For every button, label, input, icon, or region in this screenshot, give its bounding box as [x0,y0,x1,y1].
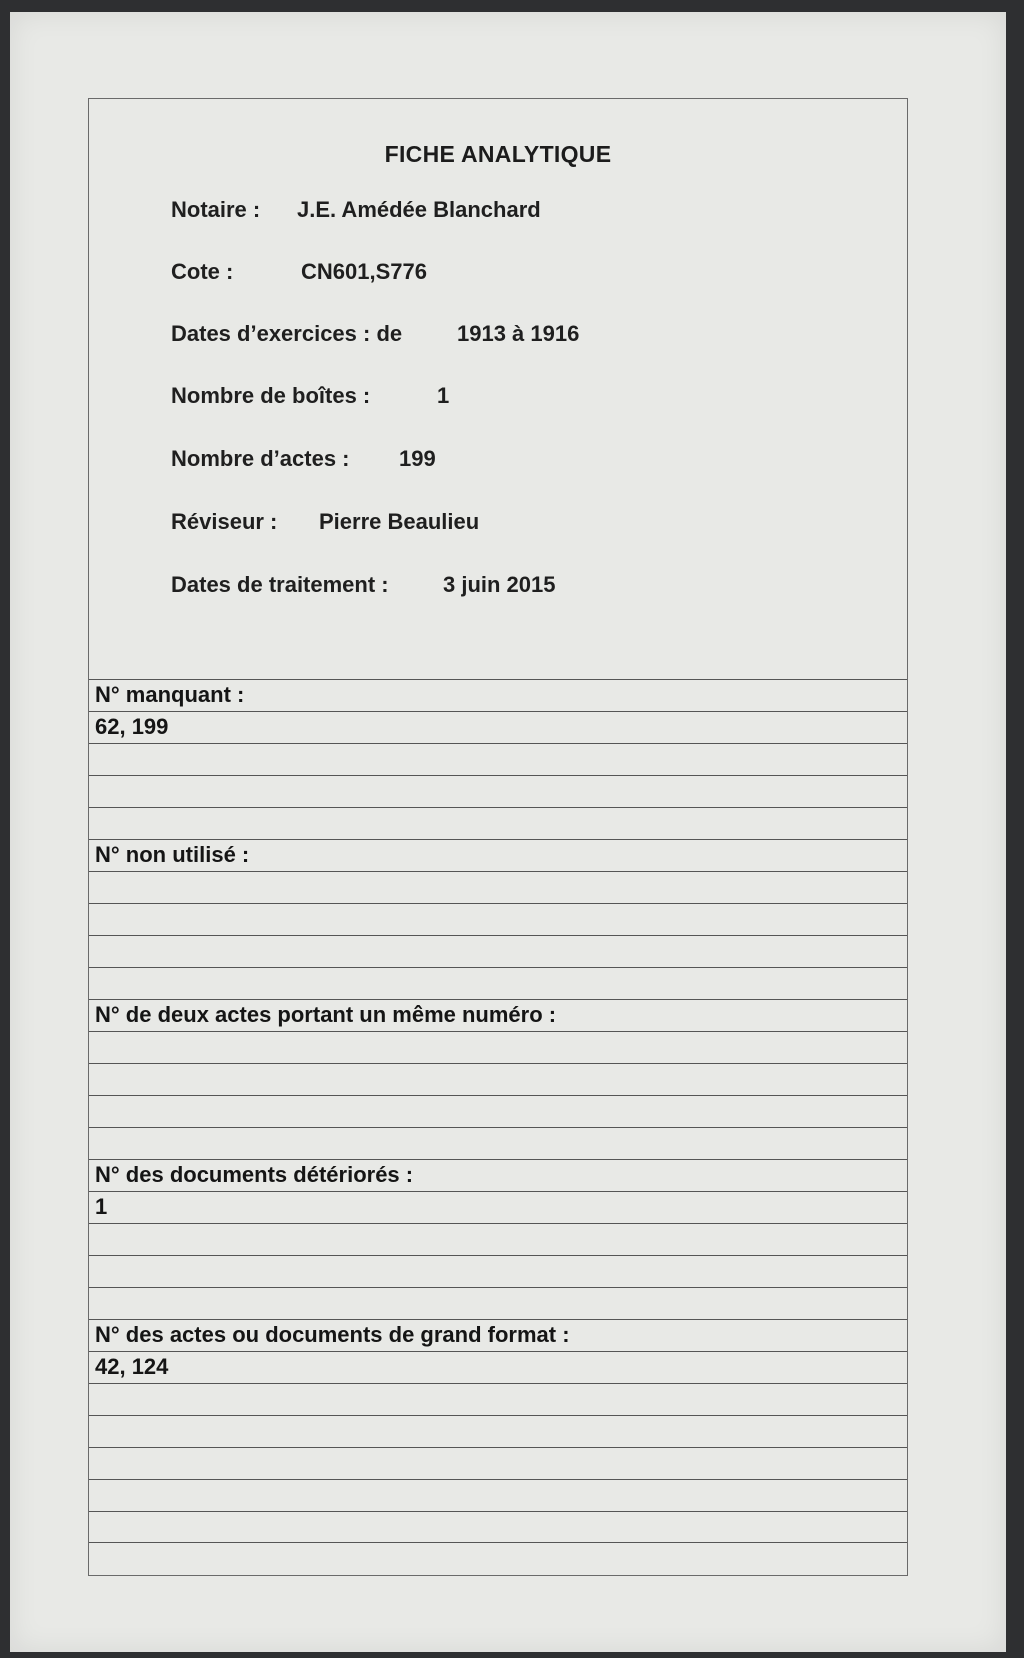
section-line [89,1511,907,1543]
field-nombre-actes [171,446,436,472]
field-notaire-value: J.E. Amédée Blanchard [297,197,541,222]
section-line [89,1223,907,1255]
section-line [89,743,907,775]
section-header-deux-actes: N° de deux actes portant un même numéro : [89,999,907,1031]
section-header-non-utilise: N° non utilisé : [89,839,907,871]
field-cote-label: Cote : [171,259,234,284]
section-line: 1 [89,1191,907,1223]
ruled-sections [89,679,907,1543]
form-title: FICHE ANALYTIQUE [384,141,612,167]
field-nombre-boites-label: Nombre de boîtes : [171,383,371,408]
field-dates-traitement-label: Dates de traitement : [171,572,389,597]
field-reviseur-value: Pierre Beaulieu [319,509,480,534]
field-reviseur [171,509,480,535]
section-line [89,1383,907,1415]
section-header-deteriores: N° des documents détériorés : [89,1159,907,1191]
section-line [89,1031,907,1063]
document-page [10,12,1006,1652]
field-nombre-boites-value: 1 [437,383,450,408]
section-line [89,1287,907,1319]
section-line [89,1415,907,1447]
section-line [89,871,907,903]
section-line [89,1255,907,1287]
section-line [89,1063,907,1095]
field-notaire [171,197,541,223]
section-line [89,1479,907,1511]
field-dates-exercices-value: 1913 à 1916 [457,321,580,346]
section-line [89,807,907,839]
section-line: 62, 199 [89,711,907,743]
section-header-grand-format: N° des actes ou documents de grand format : [89,1319,907,1351]
section-line [89,1095,907,1127]
field-nombre-actes-label: Nombre d’actes : [171,446,350,471]
section-line [89,967,907,999]
field-notaire-label: Notaire : [171,197,261,222]
section-header-manquant: N° manquant : [89,679,907,711]
field-dates-traitement-value: 3 juin 2015 [443,572,556,597]
field-dates-exercices-label: Dates d’exercices : de [171,321,403,346]
field-cote [171,259,427,285]
form-frame [88,98,908,1576]
section-line: 42, 124 [89,1351,907,1383]
section-line [89,775,907,807]
field-dates-traitement [171,572,556,598]
field-nombre-boites [171,383,450,409]
section-line [89,903,907,935]
section-line [89,1447,907,1479]
section-line [89,1127,907,1159]
field-cote-value: CN601,S776 [301,259,427,284]
section-line [89,935,907,967]
field-nombre-actes-value: 199 [399,446,436,471]
field-reviseur-label: Réviseur : [171,509,278,534]
field-dates-exercices [171,321,580,347]
